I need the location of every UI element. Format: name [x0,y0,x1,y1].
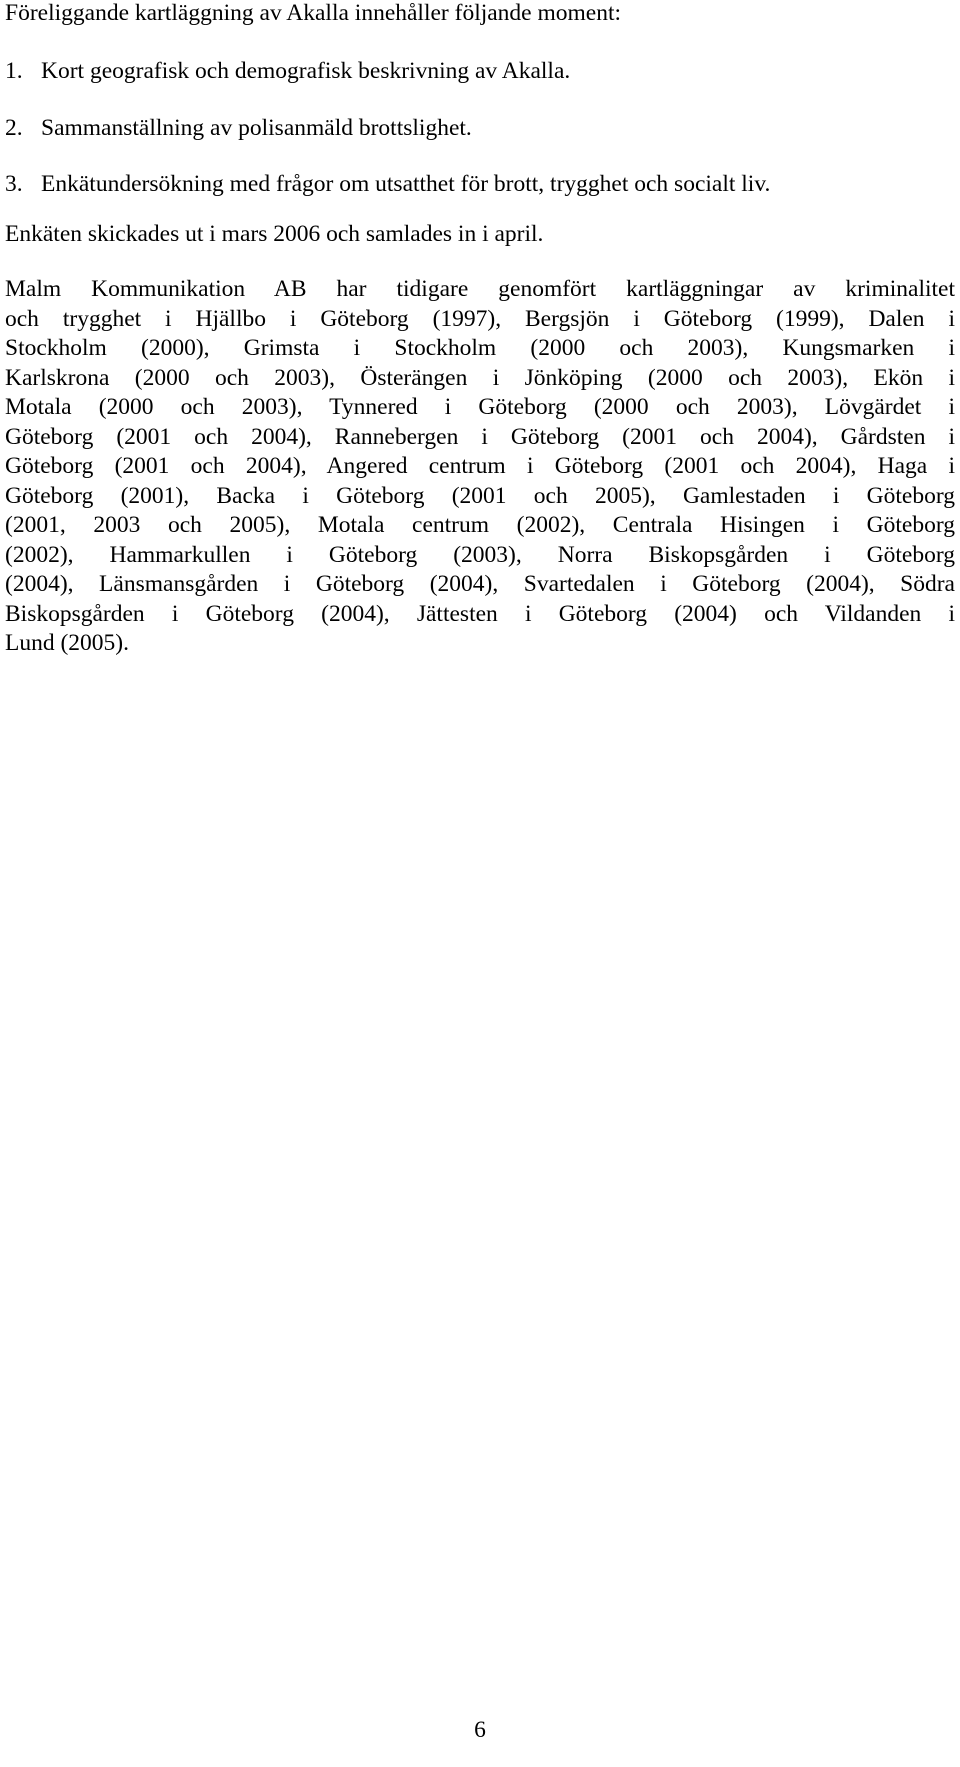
list-item [5,173,770,197]
paragraph-line: Biskopsgården i Göteborg (2004), Jättesten i Göteborg (2004) och Vildanden i [5,600,955,627]
page-number: 6 [474,1717,486,1743]
paragraph-line: Karlskrona (2000 och 2003), Österängen i Jönköping (2000 och 2003), Ekön i [5,364,955,391]
body-paragraph [5,275,955,659]
list-item-number: 1. [5,58,23,84]
paragraph-line: Lund (2005). [5,630,130,656]
paragraph-line: Malm Kommunikation AB har tidigare genomfört kartläggningar av kriminalitet [5,276,955,302]
paragraph-line: Göteborg (2001 och 2004), Rannebergen i Göteborg (2001 och 2004), Gårdsten i [5,423,955,450]
list-item-number: 3. [5,171,23,197]
intro-text: Föreliggande kartläggning av Akalla innehåller följande moment: [5,0,622,26]
list-item-text: Sammanställning av polisanmäld brottslighet. [41,115,472,141]
survey-note: Enkäten skickades ut i mars 2006 och samlades in i april. [5,221,544,247]
paragraph-line: (2002), Hammarkullen i Göteborg (2003), Norra Biskopsgården i Göteborg [5,541,955,568]
list-item-number: 2. [5,115,23,141]
paragraph-line: (2004), Länsmansgården i Göteborg (2004), Svartedalen i Göteborg (2004), Södra [5,571,955,597]
paragraph-line: och trygghet i Hjällbo i Göteborg (1997), Bergsjön i Göteborg (1999), Dalen i [5,305,955,332]
paragraph-line: (2001, 2003 och 2005), Motala centrum (2002), Centrala Hisingen i Göteborg [5,512,955,538]
paragraph-line: Stockholm (2000), Grimsta i Stockholm (2000 och 2003), Kungsmarken i [5,335,955,361]
paragraph-line: Motala (2000 och 2003), Tynnered i Göteborg (2000 och 2003), Lövgärdet i [5,394,955,420]
paragraph-line: Göteborg (2001 och 2004), Angered centrum i Göteborg (2001 och 2004), Haga i [5,453,955,479]
list-item [5,60,570,84]
paragraph-line: Göteborg (2001), Backa i Göteborg (2001 och 2005), Gamlestaden i Göteborg [5,482,955,509]
list-item [5,117,472,141]
list-item-text: Enkätundersökning med frågor om utsatthet för brott, trygghet och socialt liv. [41,171,771,197]
list-item-text: Kort geografisk och demografisk beskrivning av Akalla. [41,58,571,84]
